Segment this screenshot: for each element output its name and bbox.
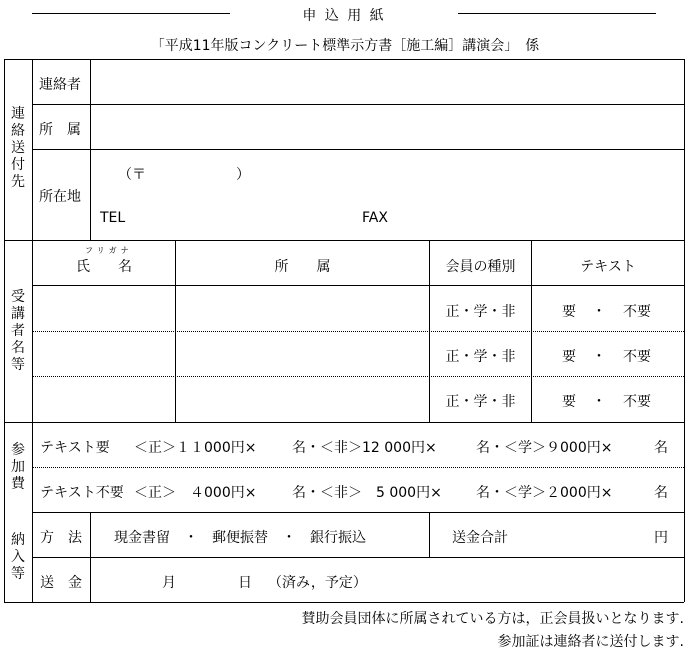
fax-label: FAX xyxy=(362,210,388,226)
remit-month: 月 xyxy=(162,575,176,591)
text-noneed-option[interactable]: 不要 xyxy=(623,304,651,320)
fee-nonmember: 名・＜非＞12 000円× xyxy=(292,440,437,456)
note-admission-ticket: 参加証は連絡者に送付します. xyxy=(497,634,684,650)
fee-text-need-label: テキスト要 xyxy=(40,440,110,456)
table-right-border xyxy=(684,59,685,602)
payment-total-label: 送金合計 xyxy=(452,530,508,546)
fee-student: 名・＜学＞９000円× xyxy=(476,440,613,456)
tel-label: TEL xyxy=(100,210,126,226)
payment-method-label: 方 法 xyxy=(40,530,82,546)
fee-regular: ＜正＞１１000円× xyxy=(134,440,257,456)
payment-total-unit: 円 xyxy=(654,530,668,546)
attendee-affiliation-field[interactable] xyxy=(176,286,428,330)
fees-payment-rule xyxy=(32,512,684,513)
member-type-options[interactable]: 正・学・非 xyxy=(445,349,516,365)
note-supporting-member: 賛助会員団体に所属されている方は，正会員扱いとなります. xyxy=(301,611,684,627)
member-type-options[interactable]: 正・学・非 xyxy=(445,394,516,410)
contact-address-label: 所在地 xyxy=(39,189,81,205)
form-subtitle: 「平成11年版コンクリート標準示方書［施工編］講演会」 係 xyxy=(150,38,540,54)
fee-count-unit: 名 xyxy=(654,440,668,456)
text-need-option[interactable]: 要 xyxy=(562,304,576,320)
attendees-section-label: 受 講 者 名 等 xyxy=(11,289,25,373)
attendee-name-field[interactable] xyxy=(33,332,174,375)
text-option-sep: ・ xyxy=(592,394,606,410)
text-need-option[interactable]: 要 xyxy=(562,349,576,365)
fee-nonmember: 名・＜非＞ 5 000円× xyxy=(292,485,442,501)
text-noneed-option[interactable]: 不要 xyxy=(623,349,651,365)
contact-name-label: 連絡者 xyxy=(39,77,81,93)
payment-section-label: 納 入 等 xyxy=(11,532,25,582)
fee-text-noneed-label: テキスト不要 xyxy=(40,485,124,501)
title-rule-right xyxy=(458,13,656,14)
table-bottom-border xyxy=(4,602,684,603)
attendees-bottom-rule xyxy=(4,422,684,423)
fee-regular: ＜正＞ ４000円× xyxy=(134,485,257,501)
contact-affiliation-field[interactable] xyxy=(91,105,683,148)
text-option-sep: ・ xyxy=(592,349,606,365)
attendee-name-field[interactable] xyxy=(33,377,174,421)
fees-section-label: 参 加 費 xyxy=(11,442,25,492)
text-header: テキスト xyxy=(580,259,636,275)
contact-affiliation-label: 所 属 xyxy=(39,122,81,138)
text-noneed-option[interactable]: 不要 xyxy=(623,394,651,410)
remit-day: 日 xyxy=(238,575,252,591)
postal-open: （〒 xyxy=(118,167,146,183)
fees-row-dotted xyxy=(32,467,684,468)
payment-row-rule xyxy=(32,557,684,558)
member-type-header: 会員の種別 xyxy=(445,259,516,275)
payment-method-options[interactable]: 現金書留 ・ 郵便振替 ・ 銀行振込 xyxy=(114,530,366,546)
payment-label-divider xyxy=(90,512,91,602)
table-left-border xyxy=(4,59,5,602)
attendee-name-field[interactable] xyxy=(33,286,174,330)
postal-close: ） xyxy=(236,167,250,183)
title-rule-left xyxy=(32,13,230,14)
member-type-options[interactable]: 正・学・非 xyxy=(445,304,516,320)
attendee-affiliation-field[interactable] xyxy=(176,332,428,375)
payment-total-divider xyxy=(429,512,430,557)
contact-bottom-rule xyxy=(4,240,684,241)
text-need-option[interactable]: 要 xyxy=(562,394,576,410)
remit-label: 送 金 xyxy=(40,575,82,591)
name-ruby: フリガナ xyxy=(85,246,133,255)
remit-status[interactable]: （済み，予定） xyxy=(268,575,367,591)
contact-section-label: 連 絡 送 付 先 xyxy=(11,106,25,190)
text-option-sep: ・ xyxy=(592,304,606,320)
attendee-affiliation-header: 所 属 xyxy=(274,259,331,275)
contact-name-field[interactable] xyxy=(91,60,683,103)
attendee-name-header: 氏 名 xyxy=(76,259,132,275)
fee-count-unit: 名 xyxy=(654,485,668,501)
attendee-affiliation-field[interactable] xyxy=(176,377,428,421)
fee-student: 名・＜学＞２000円× xyxy=(476,485,613,501)
form-title: 申 込 用 紙 xyxy=(302,8,386,24)
